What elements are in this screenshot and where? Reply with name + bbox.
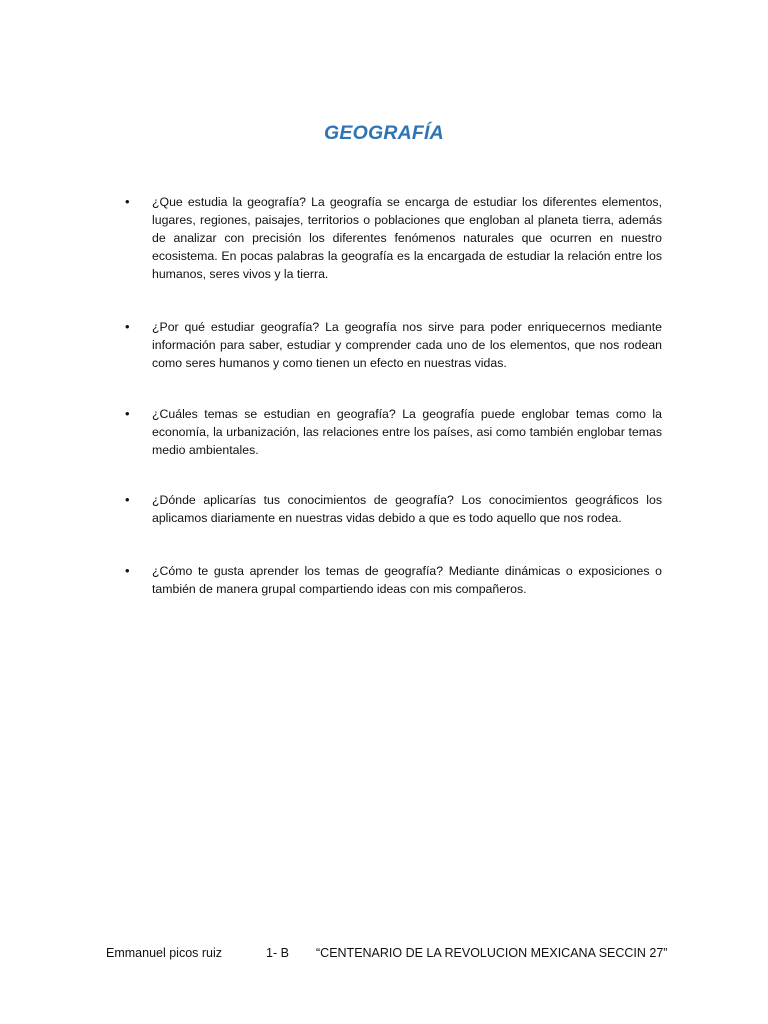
item-text: ¿Que estudia la geografía? La geografía se encarga de estudiar los diferentes elementos, lugares, regiones, paisajes, territorios o poblaciones que engloban al planeta tierra, además de analizar con precisión los diferentes fenómenos naturales que ocurren en nuestro ecosistema. En pocas palabras la geografía es la encargada de estudiar la relación entre los humanos, seres vivos y la tierra. [152,195,662,281]
item-text: ¿Cómo te gusta aprender los temas de geografía? Mediante dinámicas o exposiciones o también de manera grupal compartiendo ideas con mis compañeros. [152,564,662,596]
item-text: ¿Por qué estudiar geografía? La geografía nos sirve para poder enriquecernos mediante información para saber, estudiar y comprender cada uno de los elementos, que nos rodean como seres humanos y como tienen un efecto en nuestras vidas. [152,320,662,370]
page-footer [0,944,768,964]
item-text: ¿Cuáles temas se estudian en geografía? La geografía puede englobar temas como la economía, la urbanización, las relaciones entre los países, asi como también englobar temas medio ambientales. [152,407,662,457]
bullet-icon: • [125,492,130,507]
footer-author: Emmanuel picos ruiz [106,946,223,960]
bullet-icon: • [125,406,130,421]
bullet-icon: • [125,319,130,334]
bullet-icon: • [125,194,130,209]
item-text: ¿Dónde aplicarías tus conocimientos de geografía? Los conocimientos geográficos los aplicamos diariamente en nuestras vidas debido a que es todo aquello que nos rodea. [152,493,662,525]
page-title: GEOGRAFÍA [324,122,444,144]
bullet-icon: • [125,563,130,578]
footer-group: 1- B [266,946,289,960]
footer-school: “CENTENARIO DE LA REVOLUCION MEXICANA SECCIN 27” [316,946,668,960]
